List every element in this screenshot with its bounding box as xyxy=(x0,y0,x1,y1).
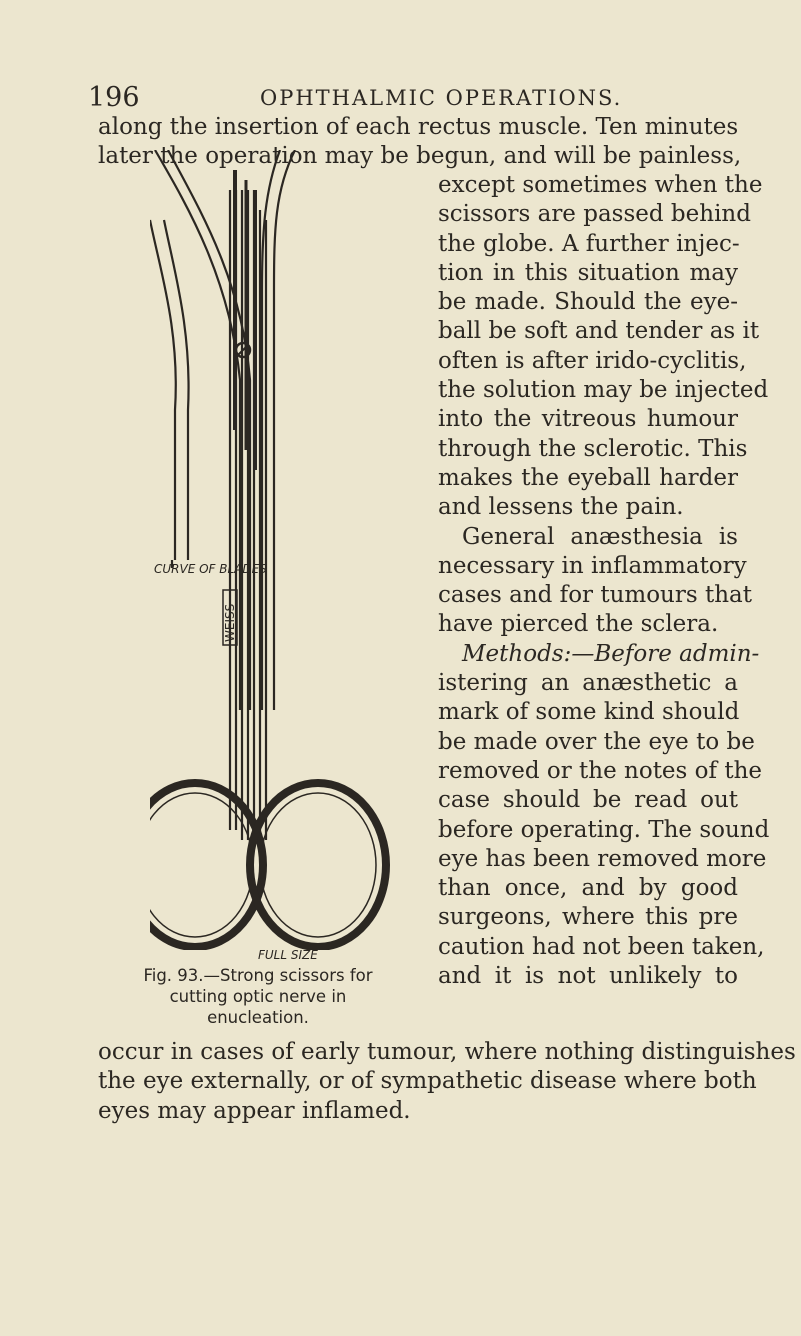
text-line: the globe. A further injec- xyxy=(438,230,740,257)
text-line: into the vitreous humour xyxy=(438,406,738,433)
text-line: General anæsthesia is xyxy=(462,523,738,550)
text-line: surgeons, where this pre xyxy=(438,904,738,931)
figure-caption xyxy=(88,965,428,1028)
text-line: case should be read out xyxy=(438,787,738,814)
text-line: necessary in inflammatory xyxy=(438,552,747,579)
text-line: have pierced the sclera. xyxy=(438,611,719,638)
text-line: scissors are passed behind xyxy=(438,201,751,228)
text-line: mark of some kind should xyxy=(438,699,740,726)
text-line: Methods:—Before admin- xyxy=(462,640,760,667)
text-line: the eye externally, or of sympathetic disease where both xyxy=(98,1068,757,1095)
text-line: later the operation may be begun, and will be painless, xyxy=(98,143,742,170)
text-line: and it is not unlikely to xyxy=(438,963,738,990)
running-head: OPHTHALMIC OPERATIONS. xyxy=(260,86,623,110)
text-line: the solution may be injected xyxy=(438,377,769,404)
curve-of-blades-label: CURVE OF BLADES xyxy=(154,562,267,576)
text-line: istering an anæsthetic a xyxy=(438,670,738,697)
bottom-paragraph-lines xyxy=(98,1038,796,1126)
text-line: through the sclerotic. This xyxy=(438,435,748,462)
text-line: makes the eyeball harder xyxy=(438,464,738,491)
text-line: and lessens the pain. xyxy=(438,494,684,521)
text-line: except sometimes when the xyxy=(438,172,763,198)
text-line: eye has been removed more xyxy=(438,845,767,872)
text-line: be made over the eye to be xyxy=(438,728,755,755)
text-line: caution had not been taken, xyxy=(438,933,765,960)
text-line: than once, and by good xyxy=(438,875,738,902)
page-number: 196 xyxy=(88,82,140,113)
text-line: be made. Should the eye- xyxy=(438,289,738,316)
text-line: removed or the notes of the xyxy=(438,757,762,784)
text-line: before operating. The sound xyxy=(438,816,770,843)
maker-mark: WEISS xyxy=(223,603,237,642)
text-line: cases and for tumours that xyxy=(438,582,752,609)
text-line: ball be soft and tender as it xyxy=(438,318,760,345)
caption-line: enucleation. xyxy=(207,1008,309,1027)
full-size-label: FULL SIZE xyxy=(258,948,318,962)
caption-line: cutting optic nerve in xyxy=(169,987,347,1006)
text-line: eyes may appear inflamed. xyxy=(98,1097,411,1124)
text-line: often is after irido-cyclitis, xyxy=(438,347,747,374)
text-line: along the insertion of each rectus muscle. Ten minutes xyxy=(98,114,739,140)
column-text xyxy=(438,171,770,991)
text-line: occur in cases of early tumour, where nothing distinguishes xyxy=(98,1039,796,1065)
scissors-figure xyxy=(150,150,425,950)
scissors-illustration xyxy=(150,150,425,950)
text-line: tion in this situation may xyxy=(438,259,738,286)
caption-line: Fig. 93.—Strong scissors for xyxy=(143,966,373,985)
